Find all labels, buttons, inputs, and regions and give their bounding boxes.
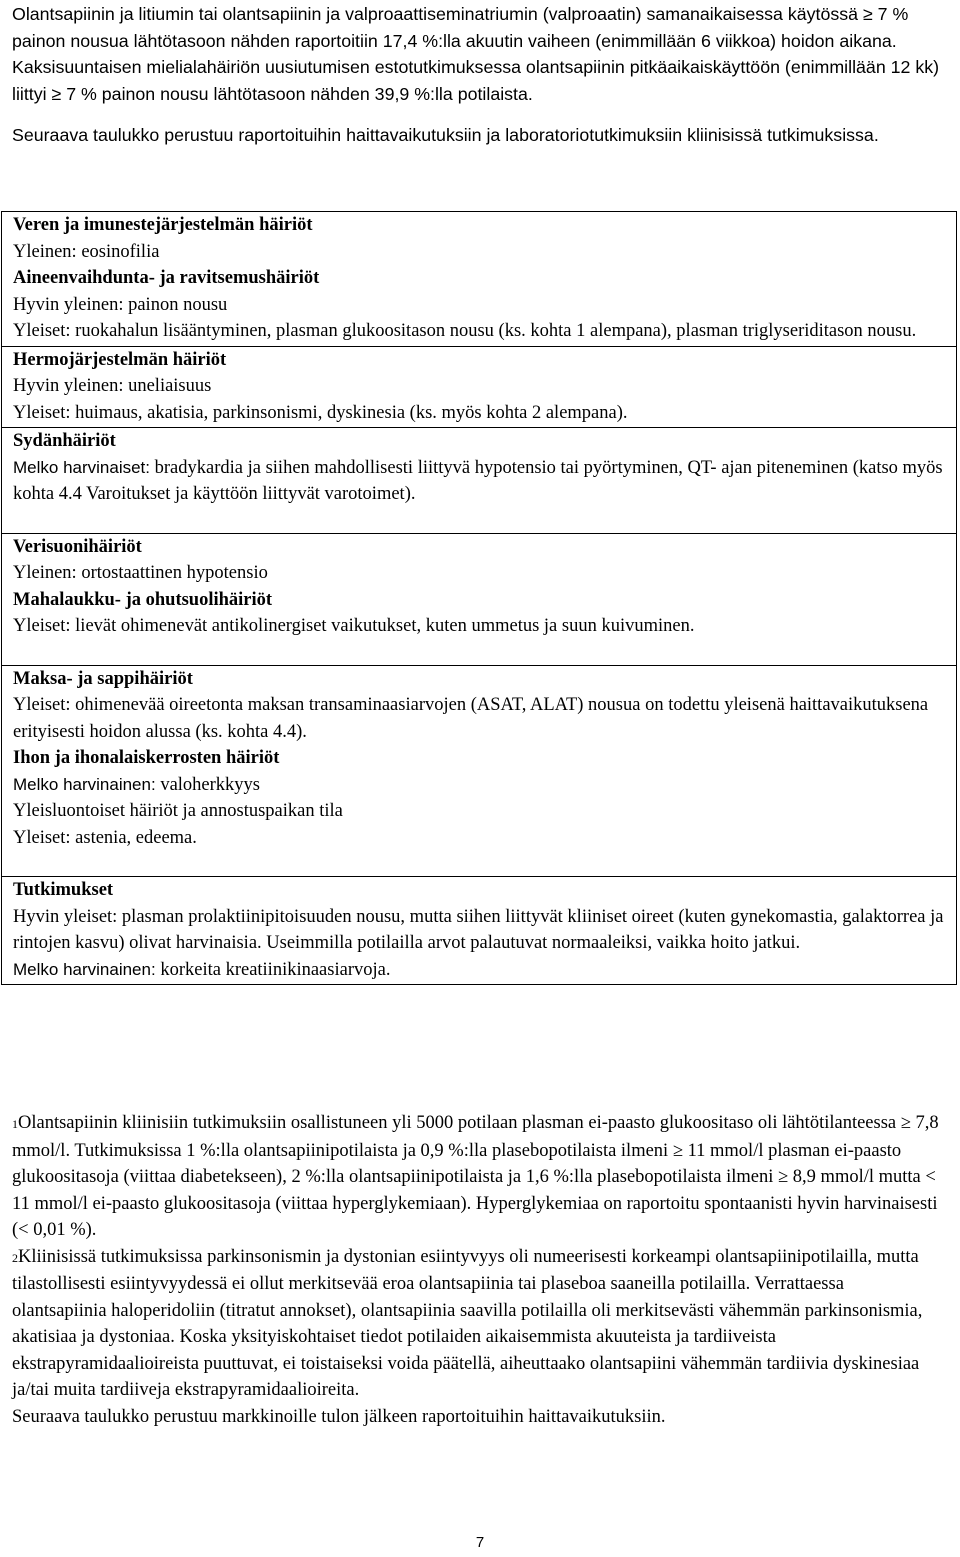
table-cell-cardiac xyxy=(2,427,956,533)
table-text-line: Yleisluontoiset häiriöt ja annostuspaikan tila xyxy=(13,801,343,821)
intro-paragraph-weight-gain: Olantsapiinin ja litiumin tai olantsapiinin ja valproaattiseminatriumin (valproaatin) samanaikaisessa käytössä ≥ 7 % painon nousua lähtötasoon nähden raportoitiin 17,4 %:lla akuutin vaiheen (enimmillään 6 viikkoa) hoidon aikana. Kaksisuuntaisen mielialahäiriön uusiutumisen estotutkimuksessa olantsapiinin pitkäaikaiskäyttöön (enimmillään 12 kk) liittyi ≥ 7 % painon nousu lähtötasoon nähden 39,9 %:lla potilaista. xyxy=(12,4,940,104)
section-heading-metabolism: Aineenvaihdunta- ja ravitsemushäiriöt xyxy=(13,268,320,288)
table-text-line xyxy=(13,772,946,799)
table-text-line xyxy=(13,455,946,508)
table-cell-blood-metabolism xyxy=(2,212,956,346)
section-heading-investigations: Tutkimukset xyxy=(13,880,114,900)
reaction-text: bradykardia ja siihen mahdollisesti liittyvä hypotensio tai pyörtyminen, QT- ajan piteneminen (katso myös kohta 4.4 Varoitukset ja käyttöön liittyvät varotoimet). xyxy=(13,457,943,504)
table-text-line: Yleiset: astenia, edeema. xyxy=(13,827,197,848)
table-cell-hepatic-skin xyxy=(2,665,956,877)
footnotes-section xyxy=(12,1110,942,1430)
section-heading-nervous: Hermojärjestelmän häiriöt xyxy=(13,349,227,370)
page-number: 7 xyxy=(475,1534,485,1551)
frequency-label: Melko harvinainen: xyxy=(13,959,156,979)
section-heading-hepatic: Maksa- ja sappihäiriöt xyxy=(13,668,193,689)
closing-sentence: Seuraava taulukko perustuu markkinoille tulon jälkeen raportoituihin haittavaikutuksiin. xyxy=(12,1406,666,1427)
section-heading-skin: Ihon ja ihonalaiskerrosten häiriöt xyxy=(13,748,280,768)
table-text-line: Yleiset: ruokahalun lisääntyminen, plasman glukoositason nousu (ks. kohta 1 alempana), plasman triglyseriditason nousu. xyxy=(13,321,917,341)
section-heading-gastrointestinal: Mahalaukku- ja ohutsuolihäiriöt xyxy=(13,589,273,610)
table-text-line: Yleinen: ortostaattinen hypotensio xyxy=(13,563,268,583)
footnote-2 xyxy=(12,1244,942,1404)
table-text-line xyxy=(13,957,946,984)
table-text-line: Yleiset: lievät ohimenevät antikolinergiset vaikutukset, kuten ummetus ja suun kuivuminen. xyxy=(13,616,695,636)
table-text-line: Yleiset: ohimenevää oireetonta maksan transaminaasiarvojen (ASAT, ALAT) nousua on todettu yleisenä haittavaikutuksena erityisesti hoidon alussa (ks. kohta 4.4). xyxy=(13,695,929,742)
footnote-1 xyxy=(12,1110,942,1244)
intro-paragraph-table-basis: Seuraava taulukko perustuu raportoituihin haittavaikutuksiin ja laboratoriotutkimuksiin kliinisissä tutkimuksissa. xyxy=(12,125,879,145)
frequency-label: Melko harvinainen: xyxy=(13,774,156,794)
footnote-text: Kliinisissä tutkimuksissa parkinsonismin ja dystonian esiintyvyys oli numeerisesti korkeampi olantsapiinipotilailla, mutta tilastollisesti esiintyvyydessä ei ollut merkitsevää eroa olantsapiinia tai plaseboa saaneilla potilailla. Verrattaessa olantsapiinia haloperidoliin (titratut annokset), olantsapiinia saavilla potilailla oli merkitsevästi vähemmän parkinsonismia, akatisiaa ja dystoniaa. Koska yksityiskohtaiset tiedot potilaiden aikaisemmista akuuteista ja tardiiveista ekstrapyramidaalioireista puuttuvat, ei toistaiseksi voida päätellä, aiheuttaako olantsapiini vähemmän tardiivia dyskinesiaa ja/tai muita tardiiveja ekstrapyramidaalioireita. xyxy=(12,1246,923,1400)
footnote-text: Olantsapiinin kliinisiin tutkimuksiin osallistuneen yli 5000 potilaan plasman ei-paasto glukoositaso oli lähtötilanteessa ≥ 7,8 mmol/l. Tutkimuksissa 1 %:lla olantsapiinipotilaista ja 0,9 %:lla plasebopotilaista ilmeni ≥ 11 mmol/l plasman ei-paasto glukoositasoja (viittaa diabetekseen), 2 %:lla olantsapiinipotilaista ja 1,6 %:lla plasebopotilaista ilmeni ≥ 8,9 mmol/l mutta < 11 mmol/l ei-paasto glukoositasoja (viittaa hyperglykemiaan). Hyperglykemiaa on raportoitu spontaanisti hyvin harvinaisesti (< 0,01 %). xyxy=(12,1113,939,1240)
table-text-line: Hyvin yleiset: plasman prolaktiinipitoisuuden nousu, mutta siihen liittyvät kliiniset oireet (kuten gynekomastia, galaktorrea ja rintojen kasvu) olivat harvinaisia. Useimmilla potilailla arvot palautuvat normaaleiksi, vaikka hoito jatkui. xyxy=(13,906,944,953)
reaction-text: korkeita kreatiinikinaasiarvoja. xyxy=(155,959,391,980)
section-heading-blood: Veren ja imunestejärjestelmän häiriöt xyxy=(13,215,313,235)
table-text-line: Yleinen: eosinofilia xyxy=(13,241,160,262)
section-heading-cardiac: Sydänhäiriöt xyxy=(13,431,116,451)
footnote-marker: 2 xyxy=(12,1250,18,1265)
intro-section xyxy=(12,1,952,149)
table-cell-nervous xyxy=(2,346,956,428)
frequency-label: Melko harvinaiset: xyxy=(13,457,151,477)
table-text-line: Yleiset: huimaus, akatisia, parkinsonismi, dyskinesia (ks. myös kohta 2 alempana). xyxy=(13,402,628,423)
reaction-text: valoherkkyys xyxy=(155,774,261,795)
section-heading-vascular: Verisuonihäiriöt xyxy=(13,536,142,557)
table-text-line: Hyvin yleinen: uneliaisuus xyxy=(13,376,212,396)
table-cell-vascular-gi xyxy=(2,533,956,665)
footnote-marker: 1 xyxy=(12,1117,18,1131)
table-cell-investigations xyxy=(2,876,956,984)
table-text-line: Hyvin yleinen: painon nousu xyxy=(13,294,228,315)
adverse-reactions-table xyxy=(1,211,957,985)
